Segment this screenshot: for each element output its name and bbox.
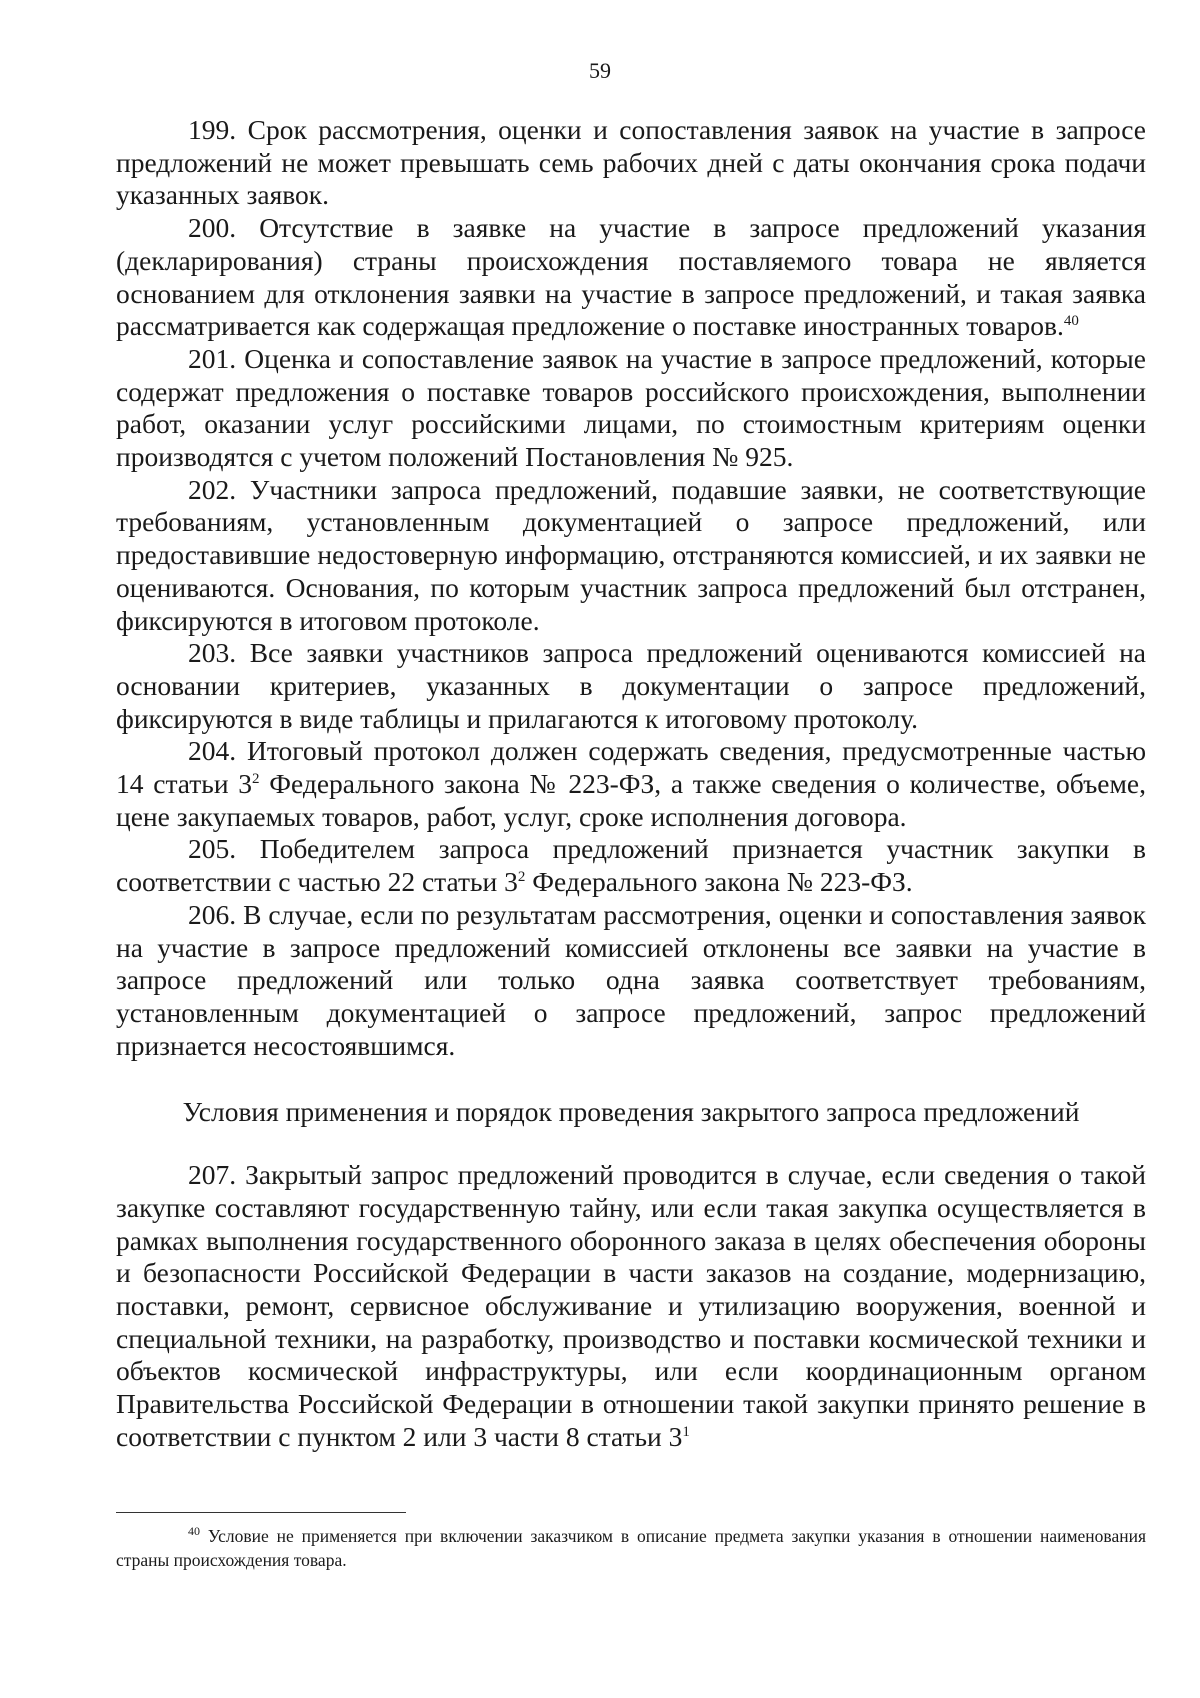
superscript-index: 2 [517, 869, 526, 886]
paragraph-203: 203. Все заявки участников запроса предложений оцениваются комиссией на основании критериев, указанных в документации о запросе предложений, фиксируются в виде таблицы и прилагаются к итоговому протоколу. [116, 637, 1146, 734]
footnote-number: 40 [188, 1524, 200, 1539]
paragraph-207 [116, 1159, 1146, 1453]
paragraph-206: 206. В случае, если по результатам рассмотрения, оценки и сопоставления заявок на участие в запросе предложений комиссией отклонены все заявки на участие в запросе предложений или только одна заявка соответствует требованиям, установленным документацией о запросе предложений, запрос предложений признается несостоявшимся. [116, 898, 1146, 1061]
paragraph-205-text-end: Федерального закона № 223-ФЗ. [525, 866, 913, 898]
footnote-reference[interactable]: 40 [1063, 313, 1079, 330]
superscript-index: 1 [682, 1423, 690, 1440]
body-text [116, 114, 1146, 1453]
page-number: 59 [589, 58, 611, 83]
section-heading: Условия применения и порядок проведения закрытого запроса предложений [182, 1096, 1080, 1128]
paragraph-207-text: 207. Закрытый запрос предложений проводится в случае, если сведения о такой закупке составляют государственную тайну, или если такая закупка осуществляется в рамках выполнения государственного оборонного заказа в целях обеспечения обороны и безопасности Российской Федерации в части заказов на создание, модернизацию, поставки, ремонт, сервисное обслуживание и утилизацию вооружения, военной и специальной техники, на разработку, производство и поставки космической техники и объектов космической инфраструктуры, или если координационным органом Правительства Российской Федерации в отношении такой закупки принято решение в соответствии с пунктом 2 или 3 части 8 статьи 3 [116, 1159, 1146, 1452]
footnote [116, 1524, 1146, 1572]
paragraph-205-text-start: 205. Победителем запроса предложений признается участник закупки в соответствии с частью 22 статьи 3 [116, 833, 1146, 898]
paragraph-204-text-start: 204. Итоговый протокол должен содержать сведения, предусмотренные частью 14 статьи 3 [116, 735, 1146, 800]
paragraph-200 [116, 212, 1146, 343]
footnote-text: Условие не применяется при включении заказчиком в описание предмета закупки указания в отношении наименования страны происхождения товара. [116, 1526, 1146, 1570]
footnote-separator [116, 1512, 406, 1513]
paragraph-200-text: 200. Отсутствие в заявке на участие в запросе предложений указания (декларирования) страны происхождения поставляемого товара не является основанием для отклонения заявки на участие в запросе предложений, и такая заявка рассматривается как содержащая предложение о поставке иностранных товаров. [116, 212, 1146, 342]
paragraph-204 [116, 735, 1146, 833]
paragraph-202: 202. Участники запроса предложений, подавшие заявки, не соответствующие требованиям, установленным документацией о запросе предложений, или предоставившие недостоверную информацию, отстраняются комиссией, и их заявки не оцениваются. Основания, по которым участник запроса предложений был отстранен, фиксируются в итоговом протоколе. [116, 473, 1146, 636]
paragraph-204-text-end: Федерального закона № 223-ФЗ, а также сведения о количестве, объеме, цене закупаемых товаров, работ, услуг, сроке исполнения договора. [116, 768, 1146, 832]
paragraph-199: 199. Срок рассмотрения, оценки и сопоставления заявок на участие в запросе предложений не может превышать семь рабочих дней с даты окончания срока подачи указанных заявок. [116, 114, 1146, 211]
paragraph-201: 201. Оценка и сопоставление заявок на участие в запросе предложений, которые содержат предложения о поставке товаров российского происхождения, выполнении работ, оказании услуг российскими лицами, по стоимостным критериям оценки производятся с учетом положений Постановления № 925. [116, 342, 1146, 473]
paragraph-205 [116, 833, 1146, 898]
superscript-index: 2 [252, 770, 260, 787]
